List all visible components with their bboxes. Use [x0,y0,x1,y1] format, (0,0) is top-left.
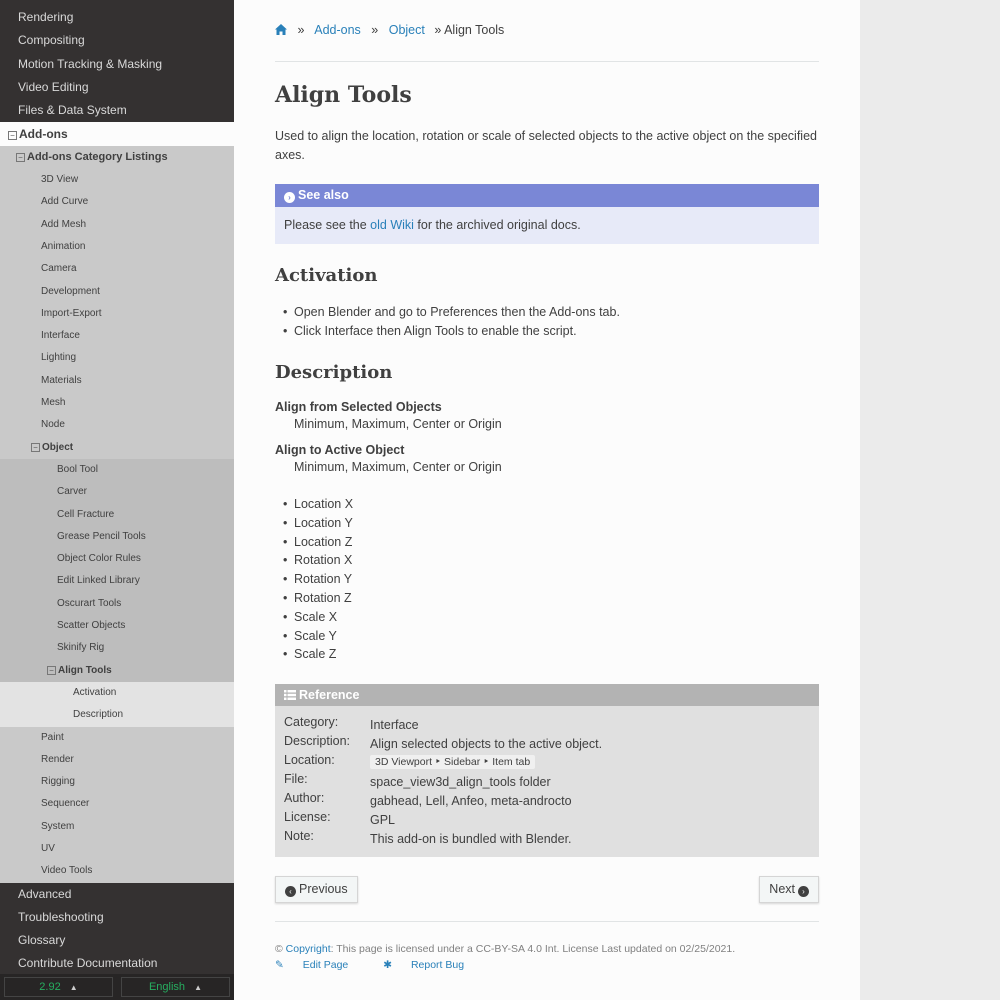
reference-value [370,754,535,768]
sidebar-item-object-color-rules[interactable]: Object Color Rules [0,548,234,570]
reference-value: space_view3d_align_tools folder [370,775,551,789]
sidebar-item-addons[interactable] [0,122,234,146]
breadcrumb-addons-link[interactable]: Add-ons [314,23,361,37]
arrow-circle-right-icon: › [798,886,809,897]
sidebar-item-carver[interactable]: Carver [0,481,234,503]
sidebar-item-object[interactable] [0,437,234,459]
version-select[interactable] [4,977,113,997]
sidebar-item-contribute[interactable]: Contribute Documentation [18,956,158,971]
breadcrumb-object-link[interactable]: Object [388,23,425,37]
footer-links [275,959,496,971]
sidebar-item-skinify-rig[interactable]: Skinify Rig [0,637,234,659]
caret-up-icon: ▲ [194,983,203,992]
sidebar-item-bool-tool[interactable]: Bool Tool [0,459,234,481]
reference-row [284,772,814,791]
collapse-icon[interactable]: − [16,153,25,162]
divider [275,921,819,922]
sidebar-item-motion-tracking[interactable]: Motion Tracking & Masking [18,56,163,71]
sidebar-item-label: Add-ons [19,127,68,142]
list-item: • Location Z [283,533,353,552]
reference-key: Note: [284,829,314,843]
list-item: • Rotation Z [283,589,353,608]
list-item: • Open Blender and go to Preferences then the Add-ons tab. [283,303,620,322]
list-item: • Location Y [283,514,353,533]
definition-desc: Minimum, Maximum, Center or Origin [294,460,502,474]
sidebar-item-troubleshooting[interactable]: Troubleshooting [18,909,104,924]
previous-button[interactable] [275,876,358,903]
menu-path: 3D Viewport ‣ Sidebar ‣ Item tab [370,755,535,769]
sidebar-item-camera[interactable]: Camera [0,258,234,280]
reference-key: Description: [284,734,350,748]
activation-heading: Activation [275,265,378,286]
list-icon [284,685,296,707]
list-item: • Scale Z [283,645,353,664]
reference-value: Interface [370,718,419,732]
see-also-text: for the archived original docs. [413,218,581,232]
sidebar-item-activation[interactable]: Activation [0,682,234,704]
bug-icon: ✱ [383,959,393,971]
sidebar-item-label: Align Tools [58,664,112,676]
sidebar-item-render[interactable]: Render [0,749,234,771]
sidebar-item-add-curve[interactable]: Add Curve [0,191,234,213]
sidebar-item-label: Object [42,441,74,453]
sidebar-item-cell-fracture[interactable]: Cell Fracture [0,504,234,526]
sidebar-item-materials[interactable]: Materials [0,370,234,392]
sidebar-item-description[interactable]: Description [0,704,234,726]
sidebar-item-edit-linked-library[interactable]: Edit Linked Library [0,570,234,592]
sidebar-item-import-export[interactable]: Import-Export [0,303,234,325]
home-icon[interactable] [275,24,287,38]
sidebar-item-label: Add-ons Category Listings [27,151,168,164]
reference-key: Author: [284,791,325,805]
sidebar-item-grease-pencil-tools[interactable]: Grease Pencil Tools [0,526,234,548]
breadcrumb [275,23,504,38]
sidebar-item-addons-category[interactable] [0,146,234,169]
sidebar-item-rigging[interactable]: Rigging [0,771,234,793]
definition-term: Align from Selected Objects [275,400,442,414]
sidebar-item-lighting[interactable]: Lighting [0,347,234,369]
reference-row [284,810,814,829]
reference-title: Reference [299,688,360,702]
reference-value: Align selected objects to the active object. [370,737,603,751]
reference-key: License: [284,810,331,824]
main-content [234,0,860,1000]
collapse-icon[interactable]: − [8,131,17,140]
language-select[interactable] [121,977,230,997]
sidebar-item-files-data[interactable]: Files & Data System [18,103,127,118]
see-also-body [275,207,819,244]
list-item: • Scale X [283,608,353,627]
definition-desc: Minimum, Maximum, Center or Origin [294,417,502,431]
reference-row [284,734,814,753]
list-item: • Click Interface then Align Tools to enable the script. [283,322,620,341]
see-also-text: Please see the [284,218,371,232]
sidebar-item-video-editing[interactable]: Video Editing [18,79,89,94]
edit-icon: ✎ [275,959,284,971]
see-also-header [275,184,819,207]
intro-paragraph [275,127,819,165]
list-item: • Scale Y [283,627,353,646]
sidebar-item-advanced[interactable]: Advanced [18,886,72,901]
description-heading: Description [275,362,393,383]
footer-license [275,943,735,955]
reference-row [284,829,814,848]
reference-header [275,684,819,706]
reference-key: Category: [284,715,339,729]
report-bug-link[interactable] [383,959,480,971]
sidebar [0,0,234,1000]
see-also-title: See also [298,188,349,202]
arrow-circle-right-icon: › [284,192,295,203]
sidebar-item-paint[interactable]: Paint [0,727,234,749]
divider [275,61,819,62]
reference-body [275,706,819,857]
copyright-link[interactable]: Copyright [285,943,331,955]
report-bug-label: Report Bug [410,959,465,971]
license-text: : This page is licensed under a CC-BY-SA 4.0 Int. License Last updated on 02/25/2021. [330,943,736,955]
reference-value: This add-on is bundled with Blender. [370,832,572,846]
activation-list [283,303,620,341]
reference-key: Location: [284,753,335,767]
edit-page-label: Edit Page [302,959,349,971]
sidebar-item-3d-view[interactable]: 3D View [0,169,234,191]
sidebar-item-video-tools[interactable]: Video Tools [0,860,234,882]
axes-list [283,495,353,664]
arrow-circle-left-icon: ‹ [285,886,296,897]
sidebar-item-mesh[interactable]: Mesh [0,392,234,414]
sidebar-item-animation[interactable]: Animation [0,236,234,258]
intro-line: Used to align the location, rotation or scale of selected objects to the active object on the specified [275,129,817,143]
reference-key: File: [284,772,308,786]
sidebar-item-development[interactable]: Development [0,281,234,303]
reference-row [284,753,814,772]
intro-line: axes. [275,148,305,162]
old-wiki-link[interactable]: old Wiki [370,218,414,232]
edit-page-link[interactable] [275,959,364,971]
sidebar-item-interface[interactable]: Interface [0,325,234,347]
sidebar-item-compositing[interactable]: Compositing [18,33,85,48]
sidebar-item-add-mesh[interactable]: Add Mesh [0,214,234,236]
sidebar-item-node[interactable]: Node [0,414,234,436]
copyright-symbol: © [275,943,283,955]
sidebar-item-glossary[interactable]: Glossary [18,932,66,947]
version-label: 2.92 [39,981,61,993]
list-item: • Location X [283,495,353,514]
next-button[interactable] [759,876,819,903]
reference-row [284,715,814,734]
sidebar-item-rendering[interactable]: Rendering [18,10,74,24]
reference-value: gabhead, Lell, Anfeo, meta-androcto [370,794,572,808]
breadcrumb-separator: » [371,23,379,37]
sidebar-item-oscurart-tools[interactable]: Oscurart Tools [0,593,234,615]
previous-label: Previous [299,882,348,896]
next-label: Next [769,882,795,896]
list-item: • Rotation Y [283,570,353,589]
sidebar-item-scatter-objects[interactable]: Scatter Objects [0,615,234,637]
collapse-icon[interactable]: − [31,443,40,452]
breadcrumb-separator: » [297,23,305,37]
breadcrumb-current: » Align Tools [434,23,505,37]
sidebar-item-system[interactable]: System [0,816,234,838]
definition-term: Align to Active Object [275,443,405,457]
sidebar-item-uv[interactable]: UV [0,838,234,860]
reference-value: GPL [370,813,396,827]
page-title: Align Tools [275,82,412,108]
sidebar-item-sequencer[interactable]: Sequencer [0,793,234,815]
caret-up-icon: ▲ [69,983,78,992]
list-item: • Rotation X [283,551,353,570]
sidebar-item-align-tools[interactable] [0,660,234,682]
language-label: English [148,981,186,993]
collapse-icon[interactable]: − [47,666,56,675]
reference-row [284,791,814,810]
version-switcher [0,974,234,1000]
